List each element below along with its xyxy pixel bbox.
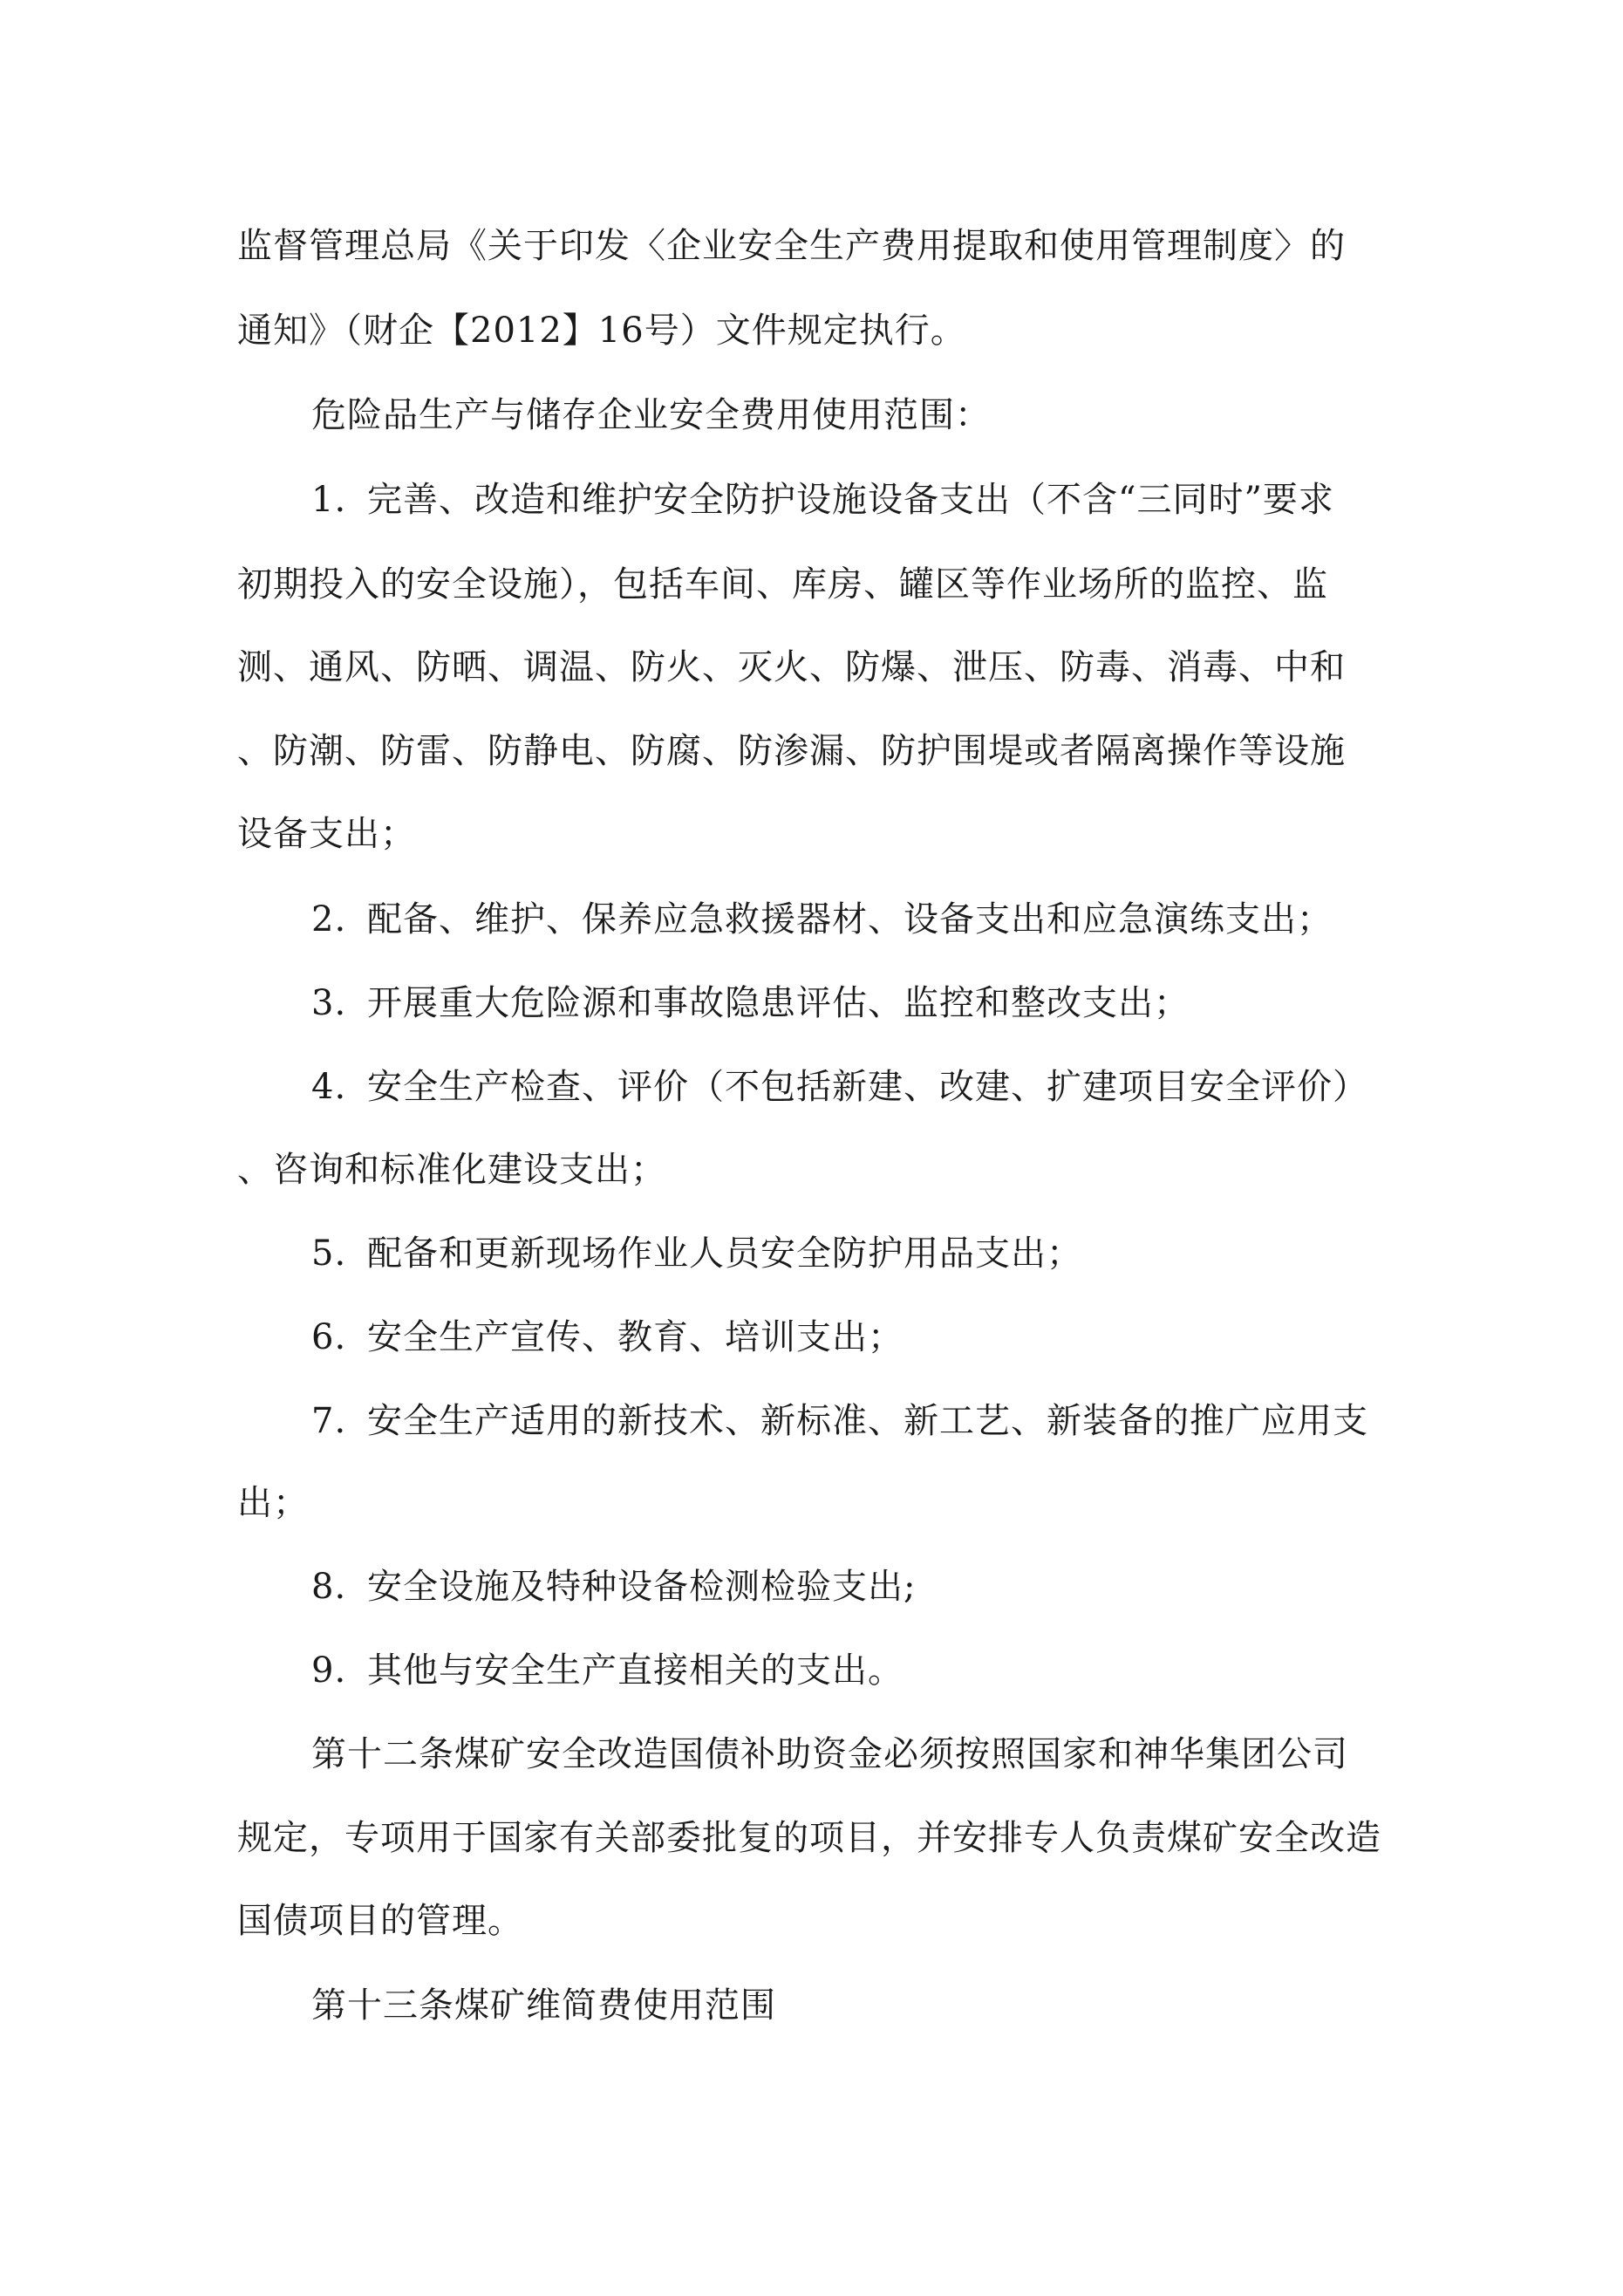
list-item-text: 安全生产宣传、教育、培训支出； bbox=[367, 1317, 904, 1357]
text-line: 监督管理总局《关于印发〈企业安全生产费用提取和使用管理制度〉的 bbox=[237, 226, 1346, 266]
list-item-text: 其他与安全生产直接相关的支出。 bbox=[367, 1650, 904, 1691]
list-item-text: 配备和更新现场作业人员安全防护用品支出； bbox=[367, 1233, 1082, 1274]
text-line: 规定，专项用于国家有关部委批复的项目，并安排专人负责煤矿安全改造 bbox=[237, 1818, 1381, 1858]
list-number: 9. bbox=[311, 1650, 347, 1691]
list-item-1 bbox=[311, 479, 1334, 521]
text-line: 出； bbox=[237, 1483, 309, 1523]
article-12-line: 第十二条煤矿安全改造国债补助资金必须按照国家和神华集团公司 bbox=[311, 1734, 1348, 1774]
text-line: 、咨询和标准化建设支出； bbox=[237, 1150, 666, 1190]
list-number: 6. bbox=[311, 1317, 347, 1357]
list-number: 7. bbox=[311, 1401, 347, 1441]
list-number: 1. bbox=[311, 480, 347, 520]
text-line: 、防潮、防雷、防静电、防腐、防渗漏、防护围堤或者隔离操作等设施 bbox=[237, 731, 1346, 771]
list-item-text: 安全设施及特种设备检测检验支出; bbox=[367, 1567, 917, 1607]
list-number: 8. bbox=[311, 1567, 347, 1607]
list-item-text: 完善、改造和维护安全防护设施设备支出（不含“三同时”要求 bbox=[367, 480, 1334, 520]
text-line: 通知》（财企【2012】16号）文件规定执行。 bbox=[237, 311, 966, 351]
text-line: 初期投入的安全设施），包括车间、库房、罐区等作业场所的监控、监 bbox=[237, 564, 1328, 605]
list-number: 2. bbox=[311, 899, 347, 940]
list-item-text: 配备、维护、保养应急救援器材、设备支出和应急演练支出； bbox=[367, 899, 1333, 940]
text-line: 设备支出； bbox=[237, 814, 416, 854]
list-item-text: 安全生产适用的新技术、新标准、新工艺、新装备的推广应用支 bbox=[367, 1401, 1368, 1441]
list-number: 5. bbox=[311, 1233, 347, 1274]
list-number: 3. bbox=[311, 983, 347, 1023]
list-item-3 bbox=[311, 982, 1190, 1024]
list-item-5 bbox=[311, 1233, 1082, 1274]
text-line: 国债项目的管理。 bbox=[237, 1901, 523, 1941]
list-item-text: 开展重大危险源和事故隐患评估、监控和整改支出； bbox=[367, 983, 1190, 1023]
section-heading: 危险品生产与储存企业安全费用使用范围： bbox=[311, 395, 991, 435]
list-item-text: 安全生产检查、评价（不包括新建、改建、扩建项目安全评价） bbox=[367, 1067, 1368, 1107]
article-13-heading: 第十三条煤矿维简费使用范围 bbox=[311, 1985, 776, 2026]
list-item-8 bbox=[311, 1566, 916, 1608]
list-item-2 bbox=[311, 899, 1333, 940]
list-item-7 bbox=[311, 1400, 1368, 1442]
list-item-9 bbox=[311, 1650, 904, 1691]
list-number: 4. bbox=[311, 1067, 347, 1107]
text-line: 测、通风、防晒、调温、防火、灭火、防爆、泄压、防毒、消毒、中和 bbox=[237, 647, 1346, 687]
list-item-4 bbox=[311, 1066, 1368, 1108]
list-item-6 bbox=[311, 1316, 904, 1358]
